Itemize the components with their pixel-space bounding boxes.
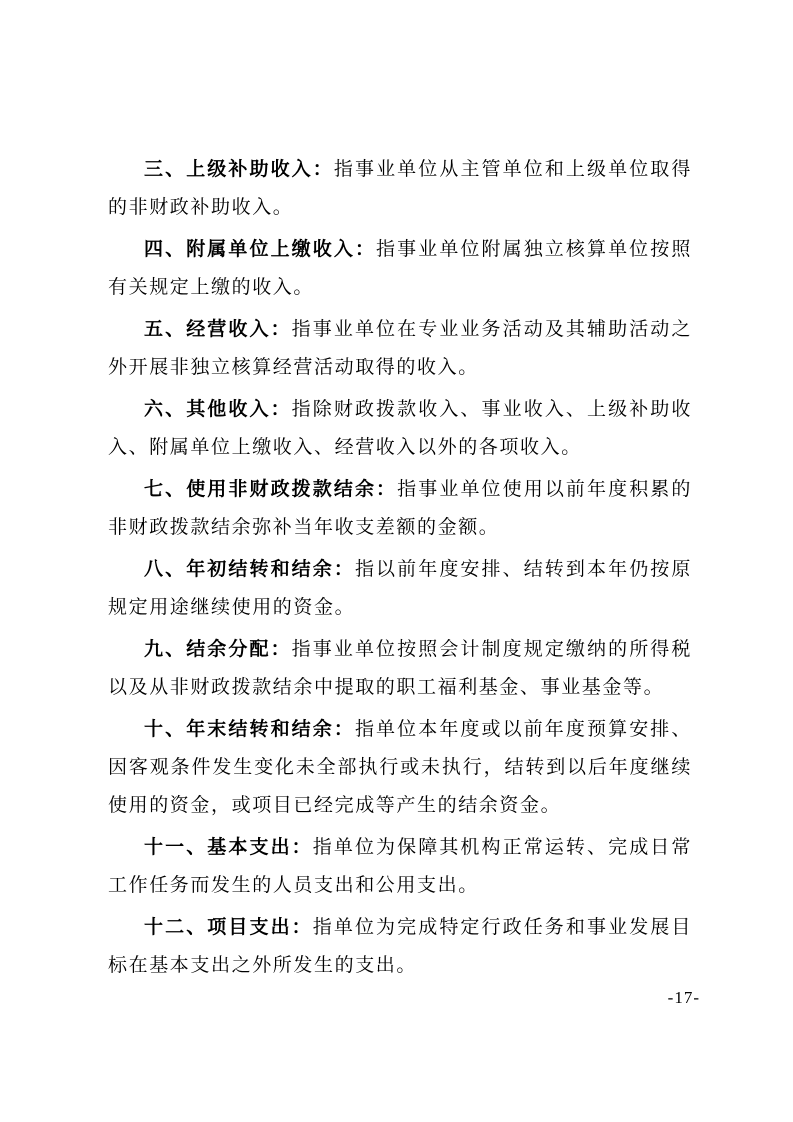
definition-text: 指事业单位按照会计制度规定缴纳的所得税以及从非财政拨款结余中提取的职工福利基金、事业基金等。 bbox=[108, 638, 692, 698]
definition-term: 九、结余分配： bbox=[144, 638, 292, 660]
definition-text: 指除财政拨款收入、事业收入、上级补助收入、附属单位上缴收入、经营收入以外的各项收入。 bbox=[108, 398, 692, 458]
definitions-list bbox=[108, 150, 692, 988]
definition-text: 指单位为保障其机构正常运转、完成日常工作任务而发生的人员支出和公用支出。 bbox=[108, 836, 692, 896]
definition-paragraph bbox=[108, 230, 692, 306]
page-number: -17- bbox=[667, 988, 700, 1007]
definition-term: 七、使用非财政拨款结余： bbox=[144, 478, 398, 500]
definition-term: 十二、项目支出： bbox=[144, 916, 313, 938]
definition-term: 五、经营收入： bbox=[144, 318, 292, 340]
definition-paragraph bbox=[108, 630, 692, 706]
definition-paragraph bbox=[108, 828, 692, 904]
definition-paragraph bbox=[108, 150, 692, 226]
definition-text: 指单位本年度或以前年度预算安排、因客观条件发生变化未全部执行或未执行，结转到以后年度继续使用的资金，或项目已经完成等产生的结余资金。 bbox=[108, 718, 692, 816]
definition-term: 八、年初结转和结余： bbox=[144, 558, 355, 580]
definition-text: 指事业单位使用以前年度积累的非财政拨款结余弥补当年收支差额的金额。 bbox=[108, 478, 693, 538]
definition-paragraph bbox=[108, 908, 692, 984]
definition-term: 十一、基本支出： bbox=[144, 836, 313, 858]
definition-term: 十、年末结转和结余： bbox=[144, 718, 355, 740]
definition-term: 四、附属单位上缴收入： bbox=[144, 238, 377, 260]
definition-text: 指单位为完成特定行政任务和事业发展目标在基本支出之外所发生的支出。 bbox=[108, 916, 692, 976]
definition-paragraph bbox=[108, 470, 692, 546]
definition-text: 指事业单位在专业业务活动及其辅助活动之外开展非独立核算经营活动取得的收入。 bbox=[108, 318, 692, 378]
definition-text: 指事业单位附属独立核算单位按照有关规定上缴的收入。 bbox=[108, 238, 692, 298]
definition-text: 指事业单位从主管单位和上级单位取得的非财政补助收入。 bbox=[108, 158, 693, 218]
definition-term: 三、上级补助收入： bbox=[144, 158, 334, 180]
definition-paragraph bbox=[108, 550, 692, 626]
definition-paragraph bbox=[108, 310, 692, 386]
definition-term: 六、其他收入： bbox=[144, 398, 292, 420]
definition-paragraph bbox=[108, 710, 692, 824]
definition-text: 指以前年度安排、结转到本年仍按原规定用途继续使用的资金。 bbox=[108, 558, 692, 618]
definition-paragraph bbox=[108, 390, 692, 466]
